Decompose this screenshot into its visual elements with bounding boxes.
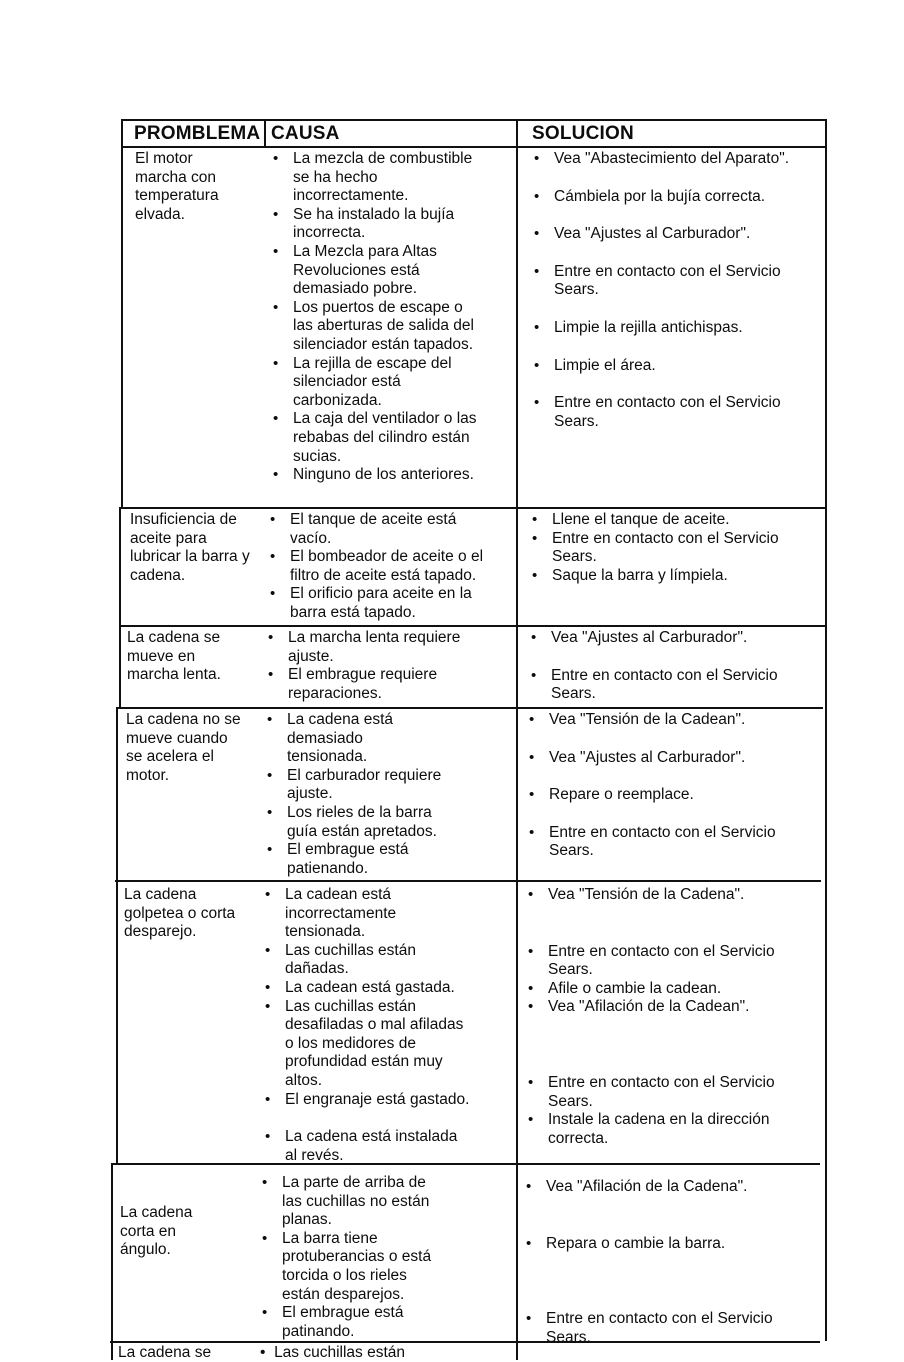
bullet-icon: • [265, 886, 271, 903]
cause-text-line: sucias. [293, 447, 342, 465]
problem-text-line: El motor [135, 150, 193, 167]
solution-text-line: Vea "Tensión de la Cadena". [548, 886, 745, 903]
problem-text-line: mueve en [127, 647, 196, 665]
bullet-icon: • [534, 394, 540, 412]
bullet-icon: • [526, 1234, 532, 1252]
cutoff-problem: La cadena se [118, 1344, 212, 1361]
cause-text-line: La parte de arriba de [282, 1174, 426, 1191]
solution-text-line: Sears. [546, 1328, 591, 1346]
cause-text-line: Se ha instalado la bujía [293, 205, 455, 223]
solution-text-line: correcta. [548, 1129, 609, 1147]
cause-text-line: El tanque de aceite está [290, 511, 457, 528]
bullet-icon: • [534, 318, 540, 336]
cause-item [265, 841, 441, 878]
cause-text-line: silenciador están tapados. [293, 335, 474, 353]
cause-text-line: protuberancias o está [282, 1248, 432, 1266]
problem-cell [120, 1204, 192, 1260]
cause-text-line: patienando. [287, 859, 369, 877]
cause-text-line: incorrectamente. [293, 187, 409, 205]
solution-item [526, 1111, 775, 1148]
solution-item [526, 886, 775, 905]
solution-text-line: Sears. [552, 548, 597, 566]
cause-text-line: La cadena está instalada [285, 1128, 458, 1146]
solution-text-line: Vea "Tensión de la Cadean". [549, 711, 746, 728]
cause-item [268, 511, 483, 548]
bullet-icon: • [273, 298, 279, 316]
spacer [532, 169, 789, 188]
cause-text-line: silenciador está [293, 373, 401, 391]
solution-item [532, 263, 789, 300]
cause-text-line: La marcha lenta requiere [288, 629, 461, 646]
cause-item [268, 548, 483, 585]
cause-cell [271, 150, 477, 485]
cause-item [266, 629, 460, 666]
cause-text-line: patinando. [282, 1322, 355, 1340]
bullet-icon: • [534, 262, 540, 280]
cause-text-line: las cuchillas no están [282, 1192, 430, 1210]
spacer [526, 1036, 775, 1055]
cause-text-line: planas. [282, 1211, 332, 1229]
cause-text-line: El orificio para aceite en la [290, 585, 472, 603]
solution-text-line: Vea "Abastecimiento del Aparato". [554, 150, 790, 167]
solution-text-line: Entre en contacto con el Servicio [546, 1310, 773, 1328]
problem-text-line: La cadena [120, 1204, 193, 1221]
cause-item [265, 804, 441, 841]
cause-text-line: El embrague está [282, 1304, 404, 1322]
problem-text-line: motor. [126, 766, 170, 784]
solution-text-line: Vea "Afilación de la Cadean". [548, 998, 750, 1016]
spacer [527, 805, 776, 824]
solution-item [532, 319, 789, 338]
solution-item [529, 629, 778, 648]
solution-text-line: Instale la cadena en la dirección [548, 1111, 770, 1129]
cause-text-line: La mezcla de combustible [293, 150, 473, 167]
problem-cell [135, 150, 219, 224]
cause-text-line: El carburador requiere [287, 766, 442, 784]
cause-text-line: guía están apretados. [287, 822, 437, 840]
bullet-icon: • [532, 566, 538, 584]
solution-text-line: Llene el tanque de aceite. [552, 511, 730, 528]
cause-text-line: La cadean está gastada. [285, 978, 455, 996]
solution-cell [524, 1178, 773, 1347]
solution-text-line: Entre en contacto con el Servicio [554, 394, 781, 412]
cause-text-line: El engranaje está gastado. [285, 1090, 470, 1108]
bullet-icon: • [532, 511, 538, 528]
bullet-icon: • [534, 150, 540, 167]
bullet-icon: • [267, 711, 273, 728]
bullet-icon: • [526, 1310, 532, 1328]
problem-cell [130, 511, 250, 585]
spacer [532, 300, 789, 319]
cause-text-line: incorrectamente [285, 904, 397, 922]
solution-item [524, 1178, 773, 1197]
spacer [526, 1017, 775, 1036]
bullet-icon: • [528, 1073, 534, 1091]
spacer [529, 648, 778, 667]
solution-text-line: Saque la barra y límpiela. [552, 566, 728, 584]
solution-item [530, 530, 779, 567]
bullet-icon: • [273, 205, 279, 223]
bullet-icon: • [267, 766, 273, 784]
bullet-icon: • [534, 225, 540, 243]
cause-item [265, 767, 441, 804]
problem-text-line: aceite para [130, 529, 207, 547]
solution-text-line: Sears. [548, 1092, 593, 1110]
problem-cell [127, 629, 221, 685]
bullet-icon: • [273, 466, 279, 484]
cause-text-line: La barra tiene [282, 1229, 378, 1247]
cause-item [266, 666, 460, 703]
problem-text-line: Insuficiencia de [130, 511, 237, 528]
solution-item [532, 188, 789, 207]
problem-text-line: cadena. [130, 566, 186, 584]
cause-item [263, 1128, 469, 1165]
bullet-icon: • [268, 666, 274, 684]
problem-text-line: elvada. [135, 205, 185, 223]
spacer [532, 244, 789, 263]
solution-item [527, 824, 776, 861]
header-solution: SOLUCION [532, 123, 634, 144]
bullet-icon: • [265, 997, 271, 1015]
solution-item [526, 1074, 775, 1111]
solution-item [524, 1235, 773, 1254]
bullet-icon: • [267, 803, 273, 821]
solution-text-line: Afile o cambie la cadean. [548, 979, 722, 997]
problem-text-line: La cadena no se [126, 711, 241, 728]
bullet-icon: • [273, 410, 279, 428]
bullet-icon: • [528, 886, 534, 903]
cause-text-line: barra está tapado. [290, 603, 416, 621]
problem-text-line: desparejo. [124, 923, 197, 941]
solution-text-line: Sears. [554, 281, 599, 299]
solution-item [526, 943, 775, 980]
cause-text-line: La caja del ventilador o las [293, 410, 477, 428]
cause-item [263, 979, 469, 998]
spacer [527, 730, 776, 749]
bullet-icon: • [528, 1111, 534, 1129]
cause-item [260, 1174, 431, 1230]
solution-text-line: Repara o cambie la barra. [546, 1234, 726, 1252]
cause-text-line: altos. [285, 1071, 323, 1089]
cause-text-line: torcida o los rieles [282, 1266, 407, 1284]
cause-cell [260, 1174, 431, 1341]
cause-item [271, 243, 477, 299]
cause-text-line: La rejilla de escape del [293, 354, 452, 372]
cause-text-line: demasiado pobre. [293, 280, 418, 298]
bullet-icon: • [528, 998, 534, 1016]
spacer [526, 905, 775, 924]
solution-item [526, 980, 775, 999]
cause-item [271, 410, 477, 466]
cause-text-line: las aberturas de salida del [293, 317, 474, 335]
bullet-icon: • [265, 1128, 271, 1146]
problem-text-line: ángulo. [120, 1241, 171, 1259]
cause-item [271, 466, 477, 485]
solution-item [530, 511, 779, 530]
spacer [526, 924, 775, 943]
bullet-icon: • [526, 1178, 532, 1195]
solution-cell [527, 711, 776, 861]
solution-cell [530, 511, 779, 585]
bullet-icon: • [531, 666, 537, 684]
cause-text-line: profundidad están muy [285, 1053, 443, 1071]
bullet-icon: • [273, 354, 279, 372]
cause-text-line: están desparejos. [282, 1285, 405, 1303]
cause-text-line: Ninguno de los anteriores. [293, 466, 474, 484]
cause-item [265, 711, 441, 767]
cause-cell [263, 886, 469, 1165]
solution-text-line: Entre en contacto con el Servicio [551, 666, 778, 684]
cause-text-line: o los medidores de [285, 1034, 416, 1052]
solution-cell [529, 629, 778, 704]
cause-cell [265, 711, 441, 878]
cause-text-line: Los puertos de escape o [293, 298, 463, 316]
cause-text-line: se ha hecho [293, 168, 378, 186]
spacer [524, 1197, 773, 1216]
cause-text-line: La cadena está [287, 711, 394, 728]
spacer [527, 767, 776, 786]
cause-text-line: El bombeador de aceite o el [290, 548, 484, 566]
cause-text-line: dañadas. [285, 960, 349, 978]
cause-text-line: rebabas del cilindro están [293, 428, 470, 446]
solution-text-line: Entre en contacto con el Servicio [548, 1073, 775, 1091]
cause-item [271, 150, 477, 206]
problem-text-line: corta en [120, 1222, 177, 1240]
solution-item [524, 1310, 773, 1347]
cause-text-line: ajuste. [287, 785, 333, 803]
header-cause: CAUSA [271, 123, 340, 144]
cause-text-line: El embrague está [287, 841, 409, 859]
problem-text-line: marcha con [135, 168, 216, 186]
cause-item [271, 206, 477, 243]
cause-text-line: carbonizada. [293, 391, 382, 409]
solution-item [527, 749, 776, 768]
bullet-icon: • [265, 978, 271, 996]
cause-cell [266, 629, 460, 703]
bullet-icon: • [265, 941, 271, 959]
bullet-icon: • [265, 1090, 271, 1108]
solution-text-line: Vea "Ajustes al Carburador". [549, 748, 746, 766]
spacer [524, 1291, 773, 1310]
spacer [532, 375, 789, 394]
bullet-icon: • [262, 1174, 268, 1191]
cause-item [263, 998, 469, 1091]
solution-item [529, 667, 778, 704]
solution-item [532, 150, 789, 169]
problem-text-line: La cadena [124, 886, 197, 903]
bullet-icon: • [262, 1229, 268, 1247]
cause-text-line: incorrecta. [293, 224, 366, 242]
bullet-icon: • [270, 548, 276, 566]
bullet-icon: • [534, 187, 540, 205]
bullet-icon: • [528, 942, 534, 960]
problem-text-line: se acelera el [126, 748, 214, 766]
solution-item [527, 711, 776, 730]
cause-item [271, 355, 477, 411]
cause-text-line: tensionada. [287, 748, 368, 766]
cause-text-line: Los rieles de la barra [287, 803, 432, 821]
cause-cell [268, 511, 483, 623]
problem-text-line: temperatura [135, 187, 219, 205]
bullet-icon: • [273, 150, 279, 167]
solution-text-line: Vea "Ajustes al Carburador". [554, 225, 751, 243]
solution-item [527, 786, 776, 805]
spacer [532, 206, 789, 225]
solution-item [526, 998, 775, 1017]
solution-text-line: Entre en contacto con el Servicio [554, 262, 781, 280]
problem-cell [124, 886, 235, 942]
problem-text-line: golpetea o corta [124, 904, 236, 922]
problem-text-line: lubricar la barra y [130, 548, 250, 566]
cause-item [260, 1304, 431, 1341]
cause-text-line: demasiado [287, 729, 363, 747]
spacer [263, 1109, 469, 1128]
solution-text-line: Entre en contacto con el Servicio [548, 942, 775, 960]
cause-item [263, 942, 469, 979]
solution-cell [532, 150, 789, 431]
solution-cell [526, 886, 775, 1148]
solution-text-line: Sears. [548, 961, 593, 979]
solution-text-line: Entre en contacto con el Servicio [552, 529, 779, 547]
bullet-icon: • [528, 979, 534, 997]
bullet-icon: • [529, 823, 535, 841]
cause-item [268, 585, 483, 622]
spacer [524, 1216, 773, 1235]
solution-item [532, 357, 789, 376]
bullet-icon: • [534, 356, 540, 374]
cause-text-line: Revoluciones está [293, 261, 420, 279]
bullet-icon: • [262, 1304, 268, 1322]
problem-text-line: La cadena se [127, 629, 221, 646]
bullet-icon: • [529, 786, 535, 804]
cause-text-line: La Mezcla para Altas [293, 242, 437, 260]
solution-item [532, 225, 789, 244]
solution-text-line: Vea "Ajustes al Carburador". [551, 629, 748, 646]
solution-text-line: Sears. [551, 685, 596, 703]
cause-text-line: Las cuchillas están [285, 997, 416, 1015]
problem-cell [126, 711, 241, 785]
cause-item [263, 886, 469, 942]
bullet-icon: • [529, 711, 535, 728]
bullet-icon: • [270, 511, 276, 528]
cause-text-line: filtro de aceite está tapado. [290, 566, 477, 584]
solution-text-line: Cámbiela por la bujía correcta. [554, 187, 766, 205]
bullet-icon: • [270, 585, 276, 603]
cause-text-line: ajuste. [288, 647, 334, 665]
solution-text-line: Vea "Afilación de la Cadena". [546, 1178, 748, 1195]
solution-item [530, 567, 779, 586]
solution-text-line: Sears. [554, 412, 599, 430]
problem-text-line: marcha lenta. [127, 666, 221, 684]
cause-text-line: Las cuchillas están [285, 941, 416, 959]
bullet-icon: • [532, 529, 538, 547]
cause-text-line: desafiladas o mal afiladas [285, 1016, 464, 1034]
cause-text-line: al revés. [285, 1146, 344, 1164]
bullet-icon: • [268, 629, 274, 646]
bullet-icon: • [531, 629, 537, 646]
solution-text-line: Sears. [549, 842, 594, 860]
cause-text-line: El embrague requiere [288, 666, 438, 684]
cause-text-line: La cadean está [285, 886, 392, 903]
problem-text-line: mueve cuando [126, 729, 228, 747]
cause-item [271, 299, 477, 355]
bullet-icon: • [267, 841, 273, 859]
cause-text-line: reparaciones. [288, 684, 382, 702]
cutoff-cause: • Las cuchillas están [260, 1344, 406, 1361]
solution-text-line: Limpie la rejilla antichispas. [554, 318, 743, 336]
cause-text-line: vacío. [290, 529, 332, 547]
solution-text-line: Entre en contacto con el Servicio [549, 823, 776, 841]
bullet-icon: • [529, 748, 535, 766]
cause-text-line: tensionada. [285, 923, 366, 941]
spacer [524, 1253, 773, 1272]
header-problem: PROMBLEMA [134, 123, 261, 144]
solution-text-line: Repare o reemplace. [549, 786, 694, 804]
cause-item [260, 1230, 431, 1304]
spacer [526, 1055, 775, 1074]
bullet-icon: • [273, 242, 279, 260]
spacer [524, 1272, 773, 1291]
cause-item [263, 1091, 469, 1110]
solution-item [532, 394, 789, 431]
spacer [532, 338, 789, 357]
solution-text-line: Limpie el área. [554, 356, 656, 374]
